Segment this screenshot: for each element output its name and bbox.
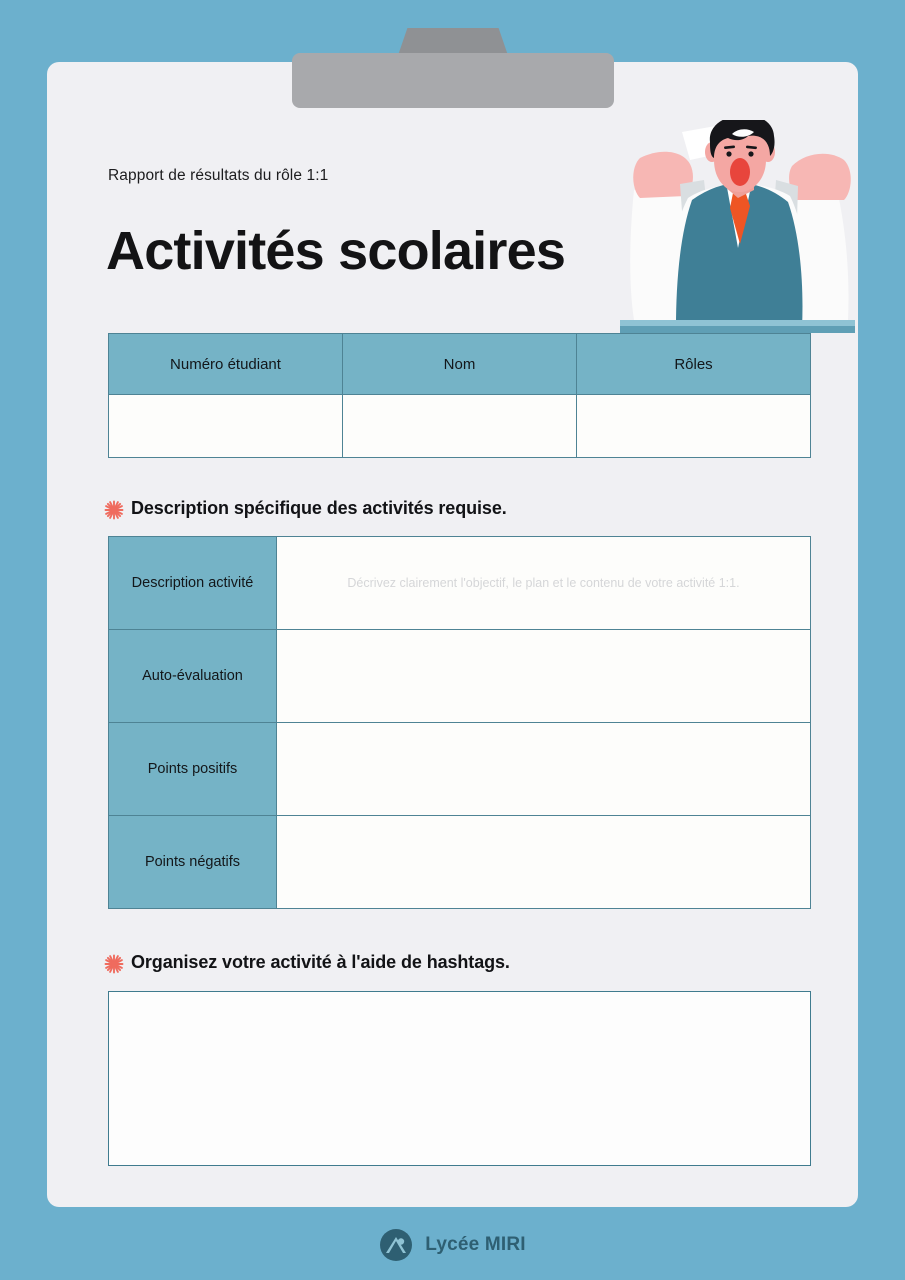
table-header-row [109, 334, 811, 395]
points-negatifs-field[interactable] [277, 816, 811, 909]
column-header-student-number: Numéro étudiant [109, 334, 343, 395]
student-info-table [108, 333, 811, 458]
mountain-circle-logo-icon [379, 1228, 413, 1262]
table-row [109, 395, 811, 458]
row-label-description-activite: Description activité [109, 537, 277, 630]
row-label-points-positifs: Points positifs [109, 723, 277, 816]
worksheet-card [47, 62, 858, 1207]
name-field[interactable] [343, 395, 577, 458]
table-row [109, 723, 811, 816]
table-row [109, 537, 811, 630]
section-heading-label: Description spécifique des activités requise. [131, 498, 507, 518]
column-header-roles: Rôles [577, 334, 811, 395]
table-row [109, 816, 811, 909]
footer [0, 1228, 905, 1262]
cheering-student-illustration [620, 120, 855, 333]
starburst-icon [104, 500, 124, 520]
column-header-name: Nom [343, 334, 577, 395]
description-activite-field[interactable] [277, 537, 811, 630]
page-title: Activités scolaires [106, 221, 566, 281]
roles-field[interactable] [577, 395, 811, 458]
starburst-icon [104, 954, 124, 974]
description-activite-placeholder: Décrivez clairement l'objectif, le plan et le contenu de votre activité 1:1. [347, 576, 740, 590]
brand-name: Lycée MIRI [425, 1234, 526, 1255]
student-number-field[interactable] [109, 395, 343, 458]
section-heading-label: Organisez votre activité à l'aide de hashtags. [131, 952, 510, 972]
row-label-auto-evaluation: Auto-évaluation [109, 630, 277, 723]
activity-description-table [108, 536, 811, 909]
row-label-points-negatifs: Points négatifs [109, 816, 277, 909]
section-heading-hashtags [104, 952, 510, 973]
auto-evaluation-field[interactable] [277, 630, 811, 723]
section-heading-description [104, 498, 507, 519]
report-subtitle: Rapport de résultats du rôle 1:1 [108, 167, 329, 184]
table-row [109, 630, 811, 723]
points-positifs-field[interactable] [277, 723, 811, 816]
hashtag-input-box[interactable] [108, 991, 811, 1166]
